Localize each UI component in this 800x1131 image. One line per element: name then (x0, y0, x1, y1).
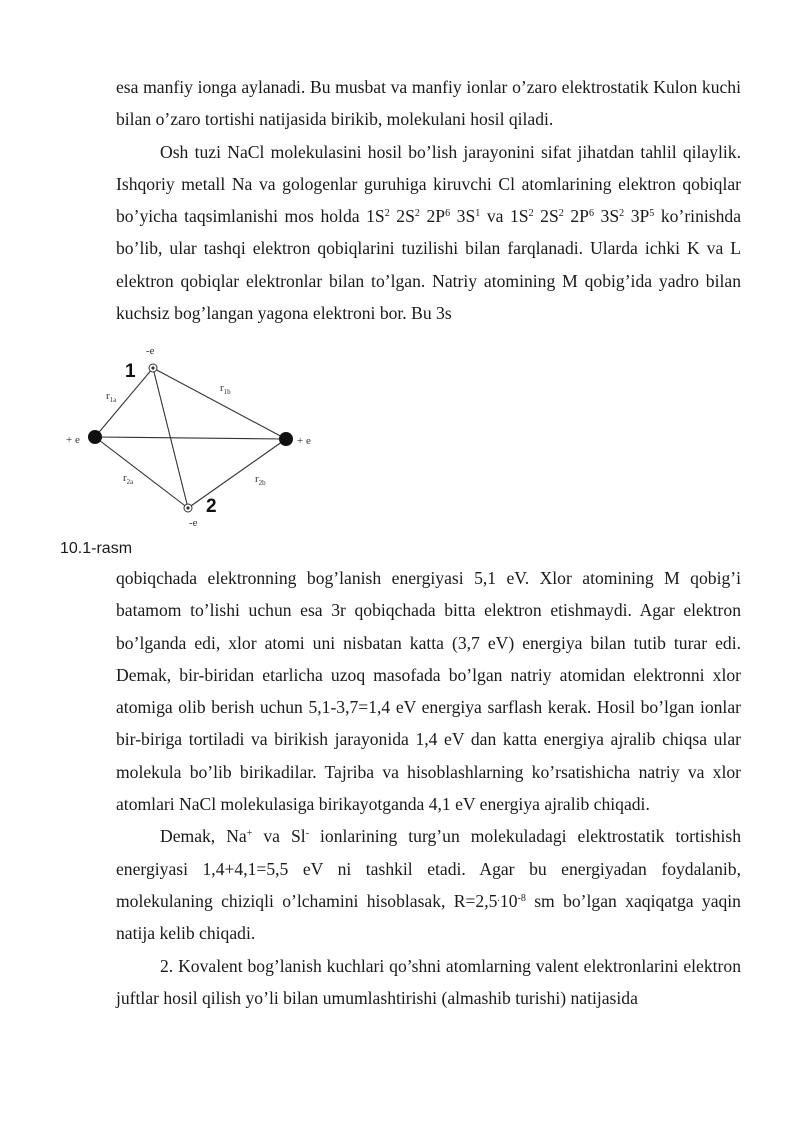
paragraph-electrostatic-energy: Demak, Na+ va Sl- ionlarining turg’un molekuladagi elektrostatik tortishish energiyasi 1,4+4,1=5,5 eV ni tashkil etadi. Agar bu energiyadan foydalanib, molekulaning chiziqli o’lchamini hisoblasak, $R=2,5^.10^{-8}$ sm bo’lgan xaqiqatga yaqin natija kelib chiqadi. (116, 826, 741, 944)
paragraph-ion-attraction: esa manfiy ionga aylanadi. Bu musbat va manfiy ionlar o’zaro elektrostatik Kulon kuchi bilan o’zaro tortishi natijasida birikib, molekulani hosil qiladi. (116, 77, 741, 130)
distance-r2a-label: $r_{2a}$ (123, 472, 134, 486)
top-text-block (116, 71, 741, 329)
distance-r1a-label: $r_{1a}$ (106, 390, 117, 404)
distance-r2b-label: $r_{2b}$ (255, 473, 266, 487)
paragraph-binding-energy: qobiqchada elektronning bog’lanish energiyasi 5,1 eV. Xlor atomining M qobig’i batamom to’lishi uchun esa 3r qobiqchada bitta elektron etishmaydi. Agar elektron bo’lganda edi, xlor atomi uni nisbatan katta (3,7 eV) energiya bilan tutib turar edi. Demak, bir-biridan etarlicha uzoq masofada bo’lgan natriy atomidan elektronni xlor atomiga olib berish uchun 5,1-3,7=1,4 eV energiya sarflash kerak. Hosil bo’lgan ionlar bir-biriga tortiladi va birikish jarayonida 1,4 eV dan katta energiya ajralib chiqsa ular molekula bo’lib birikadilar. Tajriba va hisoblashlarning ko’rsatishicha natriy va xlor atomlari NaCl molekulasiga birikayotganda 4,1 eV energiya ajralib chiqadi. (116, 568, 741, 815)
paragraph-covalent-bond: 2. Kovalent bog’lanish kuchlari qo’shni atomlarning valent elektronlarini elektron juftlar hosil qilish yo’li bilan umumlashtirishi (almashib turishi) natijasida (116, 955, 741, 1008)
line-electron-2-to-nucleus-b (188, 439, 286, 508)
nucleus-a-dot (88, 430, 102, 444)
electron-2-number: 2 (206, 496, 217, 517)
nucleus-b-dot (279, 432, 293, 446)
electron-2-marker (184, 504, 192, 512)
nucleus-b-charge-label: + e (297, 435, 311, 447)
line-nucleus-a-to-nucleus-b (95, 437, 286, 439)
bottom-text-block (116, 562, 741, 1014)
figure-caption: 10.1-rasm (60, 540, 133, 557)
line-electron-1-to-nucleus-b (153, 368, 286, 439)
electron-1-number: 1 (125, 361, 136, 382)
line-nucleus-a-to-electron-1 (95, 368, 153, 437)
line-nucleus-a-to-electron-2 (95, 437, 188, 508)
electron-1-marker (149, 364, 157, 372)
electron-2-charge-label: -e (189, 517, 198, 529)
nucleus-a-charge-label: + e (66, 434, 80, 446)
hydrogen-molecule-diagram (55, 333, 335, 533)
paragraph-nacl-formation: Osh tuzi NaCl molekulasini hosil bo’lish jarayonini sifat jihatdan tahlil qilaylik. Ishqoriy metall Na va gologenlar guruhiga kiruvchi Cl atomlarining elektron qobiqlar bo’yicha taqsimlanishi mos holda $1S^2$ $2S^2$ $2P^6$ $3S^1$ va $1S^2$ $2S^2$ $2P^6$ $3S^2$ $3P^5$ ko’rinishda bo’lib, ular tashqi elektron qobiqlarini tuzilishi bilan farqlanadi. Ularda ichki K va L elektron qobiqlar elektronlar bilan to’lgan. Natriy atomining M qobig’ida yadro bilan kuchsiz bog’langan yagona elektroni bor. Bu 3s (116, 141, 741, 324)
distance-r1b-label: $r_{1b}$ (220, 382, 231, 396)
electron-1-charge-label: -e (146, 345, 155, 357)
